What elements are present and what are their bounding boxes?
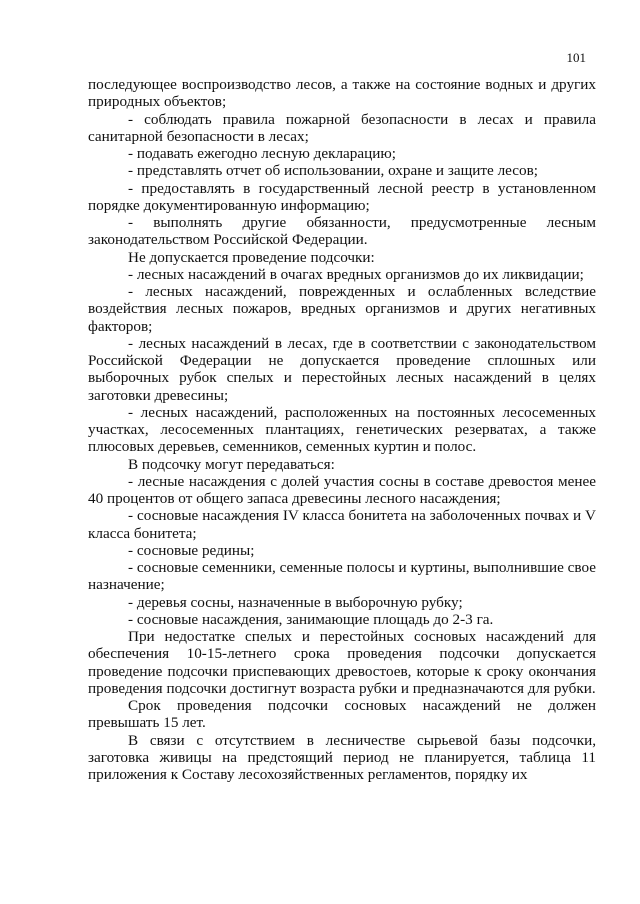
paragraph: - выполнять другие обязанности, предусмотренные лесным законодательством Российской Федерации.: [88, 214, 596, 249]
paragraph: При недостатке спелых и перестойных сосновых насаждений для обеспечения 10-15-летнего срока проведения подсочки допускается проведение подсочки приспевающих древостоев, которые к сроку окончания проведения подсочки достигнут возраста рубки и предназначаются для рубки.: [88, 628, 596, 697]
paragraph: - сосновые редины;: [128, 541, 255, 559]
page-number: 101: [566, 50, 586, 65]
paragraph: - представлять отчет об использовании, охране и защите лесов;: [128, 162, 538, 180]
paragraph: - предоставлять в государственный лесной реестр в установленном порядке документированную информацию;: [88, 179, 596, 214]
paragraph: - лесных насаждений, поврежденных и ослабленных вследствие воздействия лесных пожаров, вредных организмов и других негативных факторов;: [88, 283, 596, 335]
paragraph: В подсочку могут передаваться:: [128, 455, 335, 473]
paragraph: Срок проведения подсочки сосновых насаждений не должен превышать 15 лет.: [88, 697, 596, 732]
paragraph: В связи с отсутствием в лесничестве сырьевой базы подсочки, заготовка живицы на предстоящий период не планируется, таблица 11 приложения к Составу лесохозяйственных регламентов, порядку их: [88, 731, 596, 783]
paragraph: Не допускается проведение подсочки:: [128, 248, 375, 266]
paragraph: - деревья сосны, назначенные в выборочную рубку;: [128, 593, 463, 611]
paragraph: - лесных насаждений в лесах, где в соответствии с законодательством Российской Федерации не допускается проведение сплошных или выборочных рубок спелых и перестойных лесных насаждений в целях заготовки древесины;: [88, 334, 596, 404]
paragraph: - лесных насаждений, расположенных на постоянных лесосеменных участках, лесосеменных плантациях, генетических резерватах, а также плюсовых деревьев, семенников, семенных куртин и полос.: [88, 403, 596, 456]
paragraph: - лесные насаждения с долей участия сосны в составе древостоя менее 40 процентов от общего запаса древесины лесного насаждения;: [88, 472, 596, 507]
paragraph: - подавать ежегодно лесную декларацию;: [128, 145, 396, 162]
document-body: [88, 76, 596, 783]
paragraph: последующее воспроизводство лесов, а также на состояние водных и других природных объектов;: [88, 76, 596, 111]
paragraph: - сосновые насаждения IV класса бонитета на заболоченных почвах и V класса бонитета;: [88, 507, 596, 542]
paragraph: - соблюдать правила пожарной безопасности в лесах и правила санитарной безопасности в лесах;: [88, 110, 596, 145]
paragraph: - лесных насаждений в очагах вредных организмов до их ликвидации;: [128, 265, 584, 283]
paragraph: - сосновые семенники, семенные полосы и куртины, выполнившие свое назначение;: [88, 559, 596, 594]
paragraph: - сосновые насаждения, занимающие площадь до 2-3 га.: [128, 610, 494, 628]
